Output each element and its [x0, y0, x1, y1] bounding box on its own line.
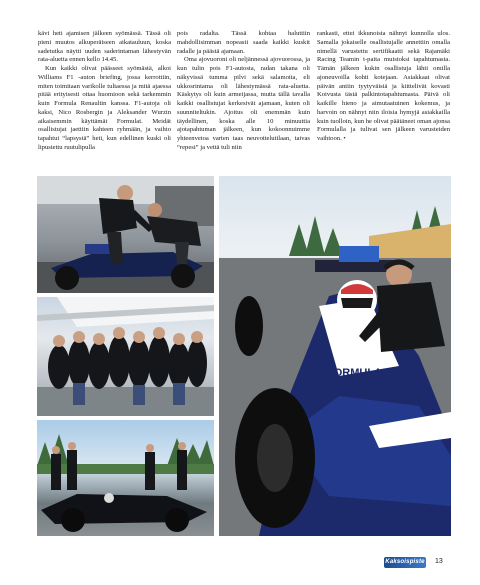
paragraph: Kun kaikki olivat päässeet syömästä, alkoi Williams F1 -auton briefing, jossa kerrottiin, miten toimitaan varikolle tultaessa ja mitä ajaessa pitää erityisesti ottaa huomioon sekä tarkemmin kuin Formula Renaultin kanssa. F1-autoja oli kaksi, Nico Rosbergin ja Aleksander Wurzin aikaisemmin käyttämät Formulat. Meidät osallistujat jaettiin kahteen ryhmään, ja vaihto tapahtui “lapsystä” heti, kun edellinen kuski oli lipustettu ruutulipulla: [38, 65, 171, 151]
photo-williams-f1-driver: [219, 176, 451, 536]
magazine-logo: Kaksoispiste: [384, 557, 426, 568]
paragraph: Oma ajovuoroni oli neljännessä ajovuorossa, ja kun tulin pois F1-autosta, radan takana oli näkyvissä tumma pilvi sekä salamoita, eli ukkosrintama oli lähestymässä rata-aluetta. Käskytys oli kuin armeijassa, mutta tällä tavalla kaikki osallistujat kerkesivät ajamaan, kuten oli suunniteltukin. Ajoitus oli enemmän kuin täydellinen, koska alle 10 minuuttia ajotapahtuman jälkeen, kun kokoonnuimme yhteenvetoa varten taas neuvottelutilaan, taivas “repesi” ja vettä tuli niin: [177, 56, 310, 151]
article-column-2: [177, 30, 310, 153]
car-livery-text: FORMULA: [327, 367, 382, 379]
article-column-3: [317, 30, 450, 144]
page-number: 13: [435, 558, 443, 565]
article-column-1: [38, 30, 171, 153]
photo-mechanics-at-car: [37, 176, 214, 293]
paragraph: kävi heti ajamisen jälkeen syömässä. Tässä oli pieni muutos alkuperäiseen aikatauluun, koska sadetutka näytti uuden saderintaman lähestyvän rata-aluetta ennen kello 14.45.: [38, 30, 171, 64]
photo-formula-on-track: [37, 420, 214, 536]
paragraph: pois radalta. Tässä kohtaa haluttiin mahdollisimman nopeasti saada kaikki kuskit radalle ja päästä ajamaan.: [177, 30, 310, 55]
paragraph: rankasti, ettei ikkunoista nähnyt kunnolla ulos. Samalla jokaiselle osallistujalle annettiin omalla nimellä varustettu sertifikaatti sekä Rajamäki Racing Teamin t-paita muistoksi tapahtumasta. Tämän jälkeen kukin osallistuja lähti omilla ajoneuvoilla kohti kotejaan. Asiakkaat olivat päivän antiin tyytyväisiä ja kiittelivät kovasti Koivusta tästä palkintotapahtumasta. Päivä oli kaikille hieno ja aimutaatuinen kokemus, ja harvoin on nähnyt niin iloisia hymyjä asiakkailla kuin tuolloin, kun he olivat päätäneet oman ajonsa Formulalla ja tulivat sen jälkeen varusteiden vaihtoon. •: [317, 30, 450, 142]
photo-group-portrait: [37, 297, 214, 416]
